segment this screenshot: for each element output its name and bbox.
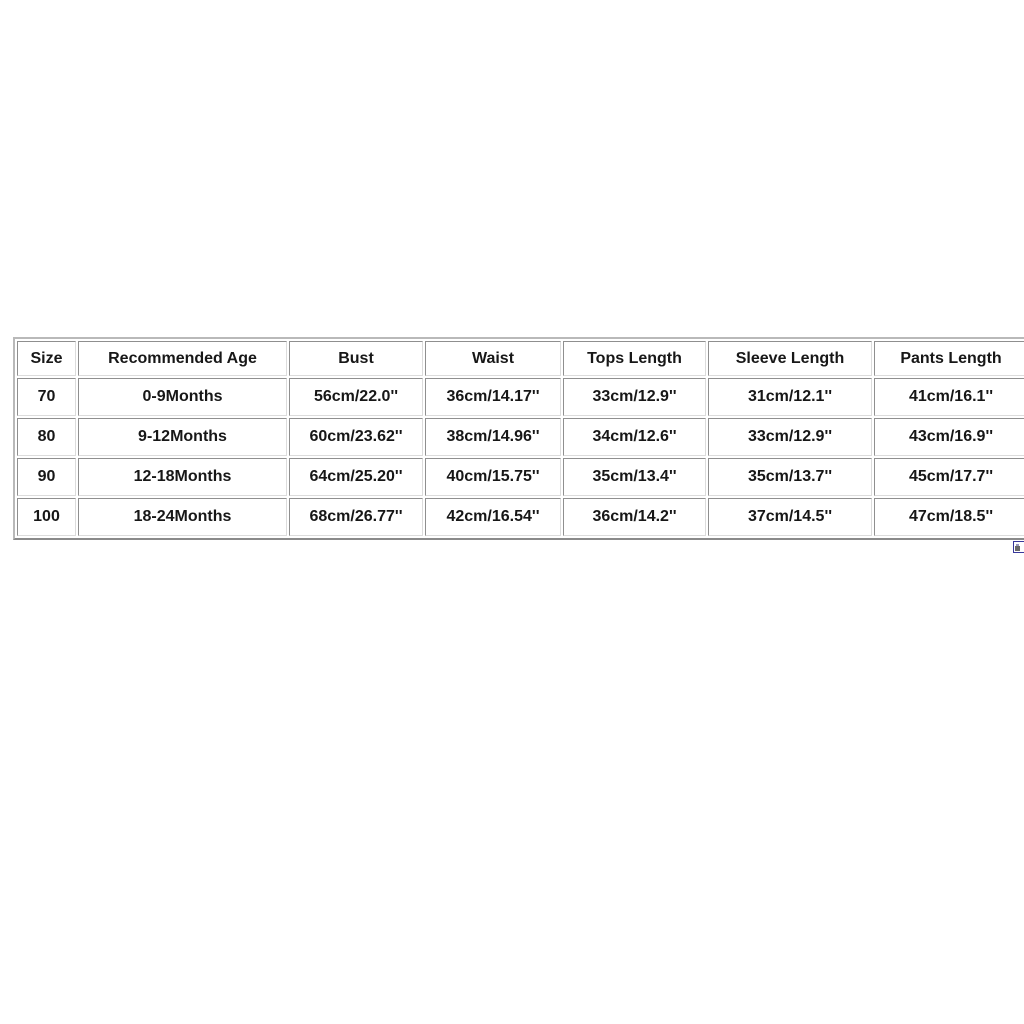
broken-image-icon xyxy=(1013,541,1024,553)
table-cell: 35cm/13.4'' xyxy=(563,458,706,496)
table-cell: 36cm/14.17'' xyxy=(425,378,561,416)
table-cell: 12-18Months xyxy=(78,458,287,496)
table-cell: 64cm/25.20'' xyxy=(289,458,423,496)
table-cell: 41cm/16.1'' xyxy=(874,378,1024,416)
column-header: Sleeve Length xyxy=(708,341,872,376)
broken-image-glyph-top xyxy=(1016,544,1019,546)
table-cell: 34cm/12.6'' xyxy=(563,418,706,456)
table-row xyxy=(17,378,1024,416)
column-header: Waist xyxy=(425,341,561,376)
table-cell: 40cm/15.75'' xyxy=(425,458,561,496)
table-cell: 68cm/26.77'' xyxy=(289,498,423,536)
table-cell: 43cm/16.9'' xyxy=(874,418,1024,456)
table-cell: 33cm/12.9'' xyxy=(708,418,872,456)
table-cell: 70 xyxy=(17,378,76,416)
table-row xyxy=(17,418,1024,456)
table-cell: 38cm/14.96'' xyxy=(425,418,561,456)
table-cell: 100 xyxy=(17,498,76,536)
column-header: Pants Length xyxy=(874,341,1024,376)
table-cell: 0-9Months xyxy=(78,378,287,416)
column-header: Recommended Age xyxy=(78,341,287,376)
size-chart-header xyxy=(17,341,1024,376)
table-cell: 60cm/23.62'' xyxy=(289,418,423,456)
table-cell: 35cm/13.7'' xyxy=(708,458,872,496)
table-cell: 31cm/12.1'' xyxy=(708,378,872,416)
column-header: Size xyxy=(17,341,76,376)
table-cell: 47cm/18.5'' xyxy=(874,498,1024,536)
table-cell: 56cm/22.0'' xyxy=(289,378,423,416)
table-cell: 9-12Months xyxy=(78,418,287,456)
table-row xyxy=(17,458,1024,496)
size-chart-table xyxy=(13,337,1024,540)
table-cell: 36cm/14.2'' xyxy=(563,498,706,536)
header-row xyxy=(17,341,1024,376)
table-cell: 80 xyxy=(17,418,76,456)
table-cell: 90 xyxy=(17,458,76,496)
column-header: Bust xyxy=(289,341,423,376)
table-cell: 33cm/12.9'' xyxy=(563,378,706,416)
column-header: Tops Length xyxy=(563,341,706,376)
size-chart-body xyxy=(17,378,1024,536)
table-cell: 45cm/17.7'' xyxy=(874,458,1024,496)
table-cell: 18-24Months xyxy=(78,498,287,536)
broken-image-glyph xyxy=(1015,546,1020,551)
table-cell: 42cm/16.54'' xyxy=(425,498,561,536)
table-row xyxy=(17,498,1024,536)
table-cell: 37cm/14.5'' xyxy=(708,498,872,536)
